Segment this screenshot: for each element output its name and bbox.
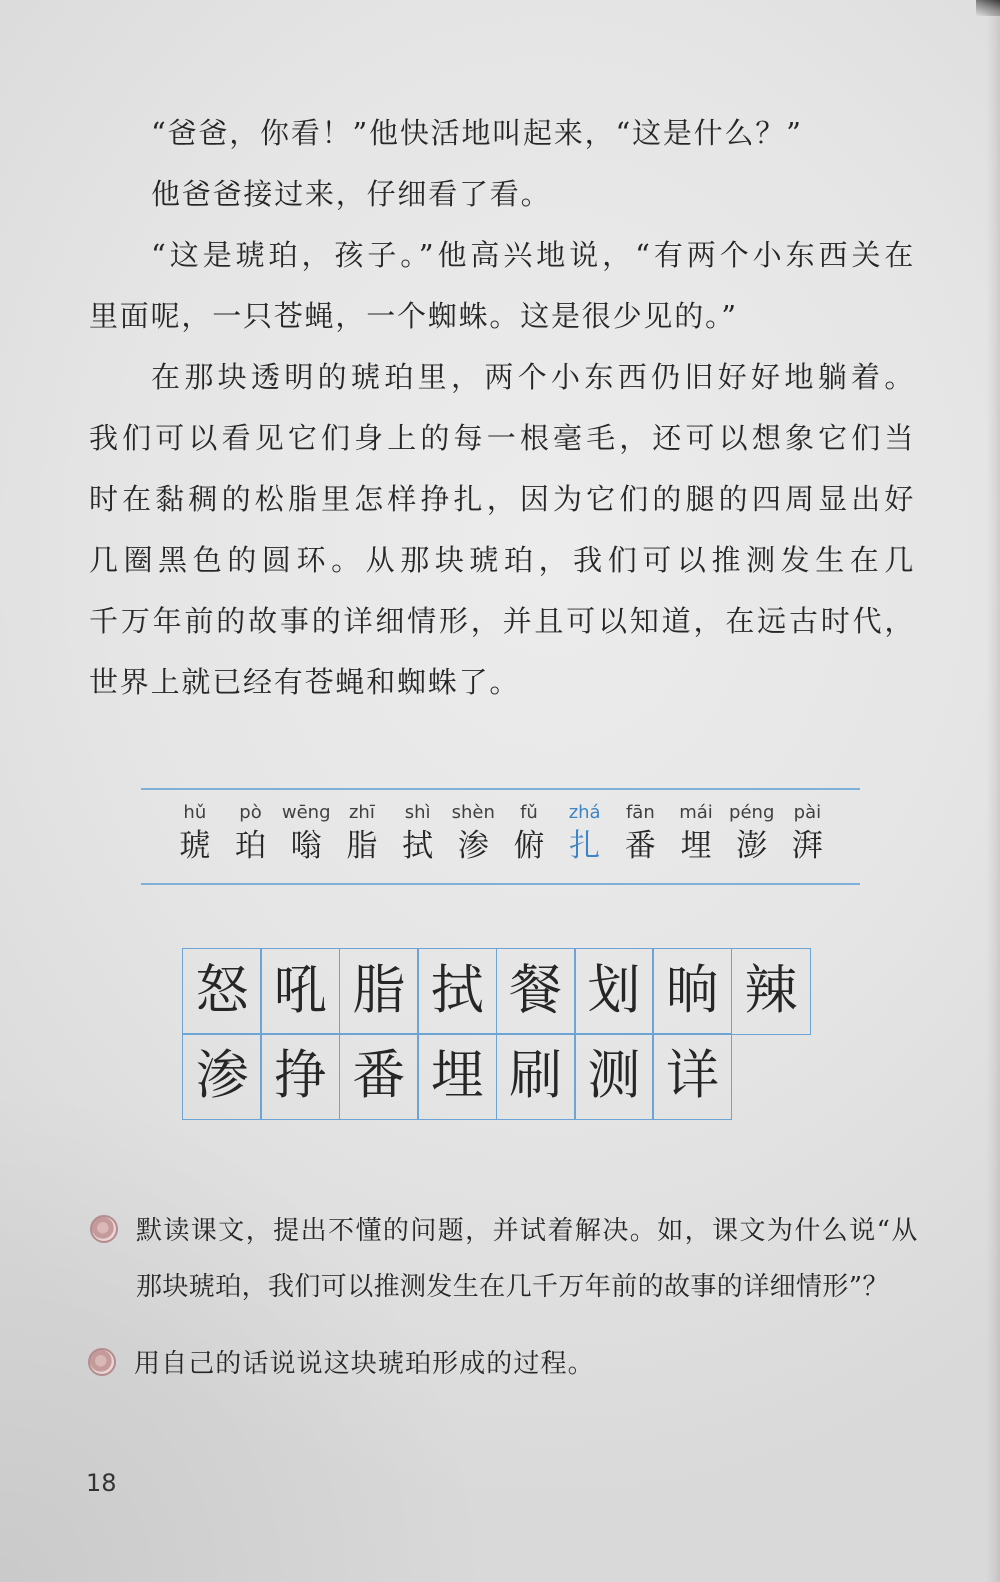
text-line: 时在黏稠的松脂里怎样挣扎，因为它们的腿的四周显出好 bbox=[89, 482, 914, 516]
vocab-character: 番 bbox=[624, 828, 656, 864]
vocab-character: 琥 bbox=[179, 828, 211, 864]
writing-grid-cell: 餐 bbox=[496, 948, 576, 1035]
page-edge-shadow bbox=[986, 0, 1000, 1582]
vocab-pinyin: zhá bbox=[568, 802, 601, 823]
writing-grid-cell: 怒 bbox=[182, 948, 262, 1035]
text-line: 几圈黑色的圆环。从那块琥珀，我们可以推测发生在几 bbox=[89, 543, 914, 577]
bottom-rule-line bbox=[141, 883, 860, 885]
writing-grid-cell: 吼 bbox=[260, 948, 340, 1035]
vocab-character: 扎 bbox=[569, 828, 601, 864]
text-line: 里面呢，一只苍蝇，一个蜘蛛。这是很少见的。” bbox=[89, 299, 738, 333]
writing-grid-cell: 辣 bbox=[731, 948, 811, 1035]
vocab-item bbox=[223, 802, 279, 864]
writing-grid-row bbox=[182, 948, 809, 1033]
vocab-pinyin: fǔ bbox=[520, 802, 538, 823]
writing-grid-cell: 脂 bbox=[339, 948, 419, 1035]
text-line: 在那块透明的琥珀里，两个小东西仍旧好好地躺着。 bbox=[151, 360, 914, 394]
question-text-line: 用自己的话说说这块琥珀形成的过程。 bbox=[134, 1349, 595, 1379]
vocab-pinyin: fān bbox=[625, 802, 655, 823]
vocab-item bbox=[167, 802, 223, 864]
writing-grid-cell: 挣 bbox=[260, 1033, 340, 1120]
paragraph bbox=[89, 103, 914, 164]
vocab-pinyin: shèn bbox=[451, 802, 495, 823]
writing-grid-cell: 详 bbox=[652, 1033, 732, 1120]
vocab-pinyin: pài bbox=[793, 802, 822, 823]
vocab-item bbox=[501, 802, 557, 864]
text-line: “这是琥珀，孩子。”他高兴地说，“有两个小东西关在 bbox=[151, 238, 914, 272]
vocab-item bbox=[724, 802, 780, 864]
writing-grid-cell: 刷 bbox=[496, 1033, 576, 1120]
vocab-character: 珀 bbox=[235, 828, 267, 864]
writing-grid bbox=[182, 948, 809, 1119]
writing-grid-row bbox=[182, 1033, 809, 1118]
question-bullet-icon bbox=[88, 1348, 116, 1376]
vocabulary-box bbox=[141, 788, 860, 885]
question-text-line: 那块琥珀，我们可以推测发生在几千万年前的故事的详细情形”？ bbox=[136, 1272, 889, 1302]
writing-grid-cell: 番 bbox=[339, 1033, 419, 1120]
text-line: 我们可以看见它们身上的每一根毫毛，还可以想象它们当 bbox=[89, 421, 914, 455]
vocab-character: 拭 bbox=[402, 828, 434, 864]
vocab-character: 湃 bbox=[791, 828, 823, 864]
vocab-item bbox=[334, 802, 390, 864]
paragraph bbox=[89, 164, 914, 225]
text-line: “爸爸，你看！”他快活地叫起来，“这是什么？” bbox=[151, 116, 803, 150]
vocab-character: 埋 bbox=[680, 828, 712, 864]
question-text-line: 默读课文，提出不懂的问题，并试着解决。如，课文为什么说“从 bbox=[136, 1216, 918, 1246]
reading-passage bbox=[89, 103, 914, 713]
writing-grid-cell: 拭 bbox=[417, 948, 497, 1035]
vocab-item bbox=[278, 802, 334, 864]
vocab-item-polyphone bbox=[557, 802, 613, 864]
vocab-character: 渗 bbox=[457, 828, 489, 864]
writing-grid-cell: 渗 bbox=[182, 1033, 262, 1120]
vocab-character: 嗡 bbox=[290, 828, 322, 864]
paragraph bbox=[89, 347, 914, 713]
text-line: 世界上就已经有苍蝇和蜘蛛了。 bbox=[89, 665, 521, 699]
vocab-character: 澎 bbox=[736, 828, 768, 864]
page-number: 18 bbox=[86, 1469, 117, 1497]
vocabulary-row bbox=[167, 802, 835, 864]
vocab-pinyin: mái bbox=[679, 802, 713, 823]
vocab-pinyin: shì bbox=[404, 802, 431, 823]
vocab-pinyin: pò bbox=[239, 802, 262, 823]
vocab-character: 脂 bbox=[346, 828, 378, 864]
vocab-pinyin: hǔ bbox=[183, 802, 207, 823]
vocab-item bbox=[390, 802, 446, 864]
writing-grid-cell: 晌 bbox=[652, 948, 732, 1035]
writing-grid-cell: 划 bbox=[574, 948, 654, 1035]
vocab-pinyin: zhī bbox=[348, 802, 375, 823]
vocab-item bbox=[780, 802, 836, 864]
vocab-pinyin: péng bbox=[729, 802, 775, 823]
text-line: 他爸爸接过来，仔细看了看。 bbox=[151, 177, 552, 211]
paragraph bbox=[89, 225, 914, 347]
question-bullet-icon bbox=[90, 1215, 118, 1243]
top-rule-line bbox=[141, 788, 860, 790]
text-line: 千万年前的故事的详细情形，并且可以知道，在远古时代， bbox=[89, 604, 914, 638]
corner-shadow bbox=[976, 0, 1000, 16]
vocab-item bbox=[613, 802, 669, 864]
writing-grid-cell: 测 bbox=[574, 1033, 654, 1120]
vocab-character: 俯 bbox=[513, 828, 545, 864]
writing-grid-cell: 埋 bbox=[417, 1033, 497, 1120]
vocab-item bbox=[445, 802, 501, 864]
vocab-pinyin: wēng bbox=[281, 802, 331, 823]
vocab-item bbox=[668, 802, 724, 864]
